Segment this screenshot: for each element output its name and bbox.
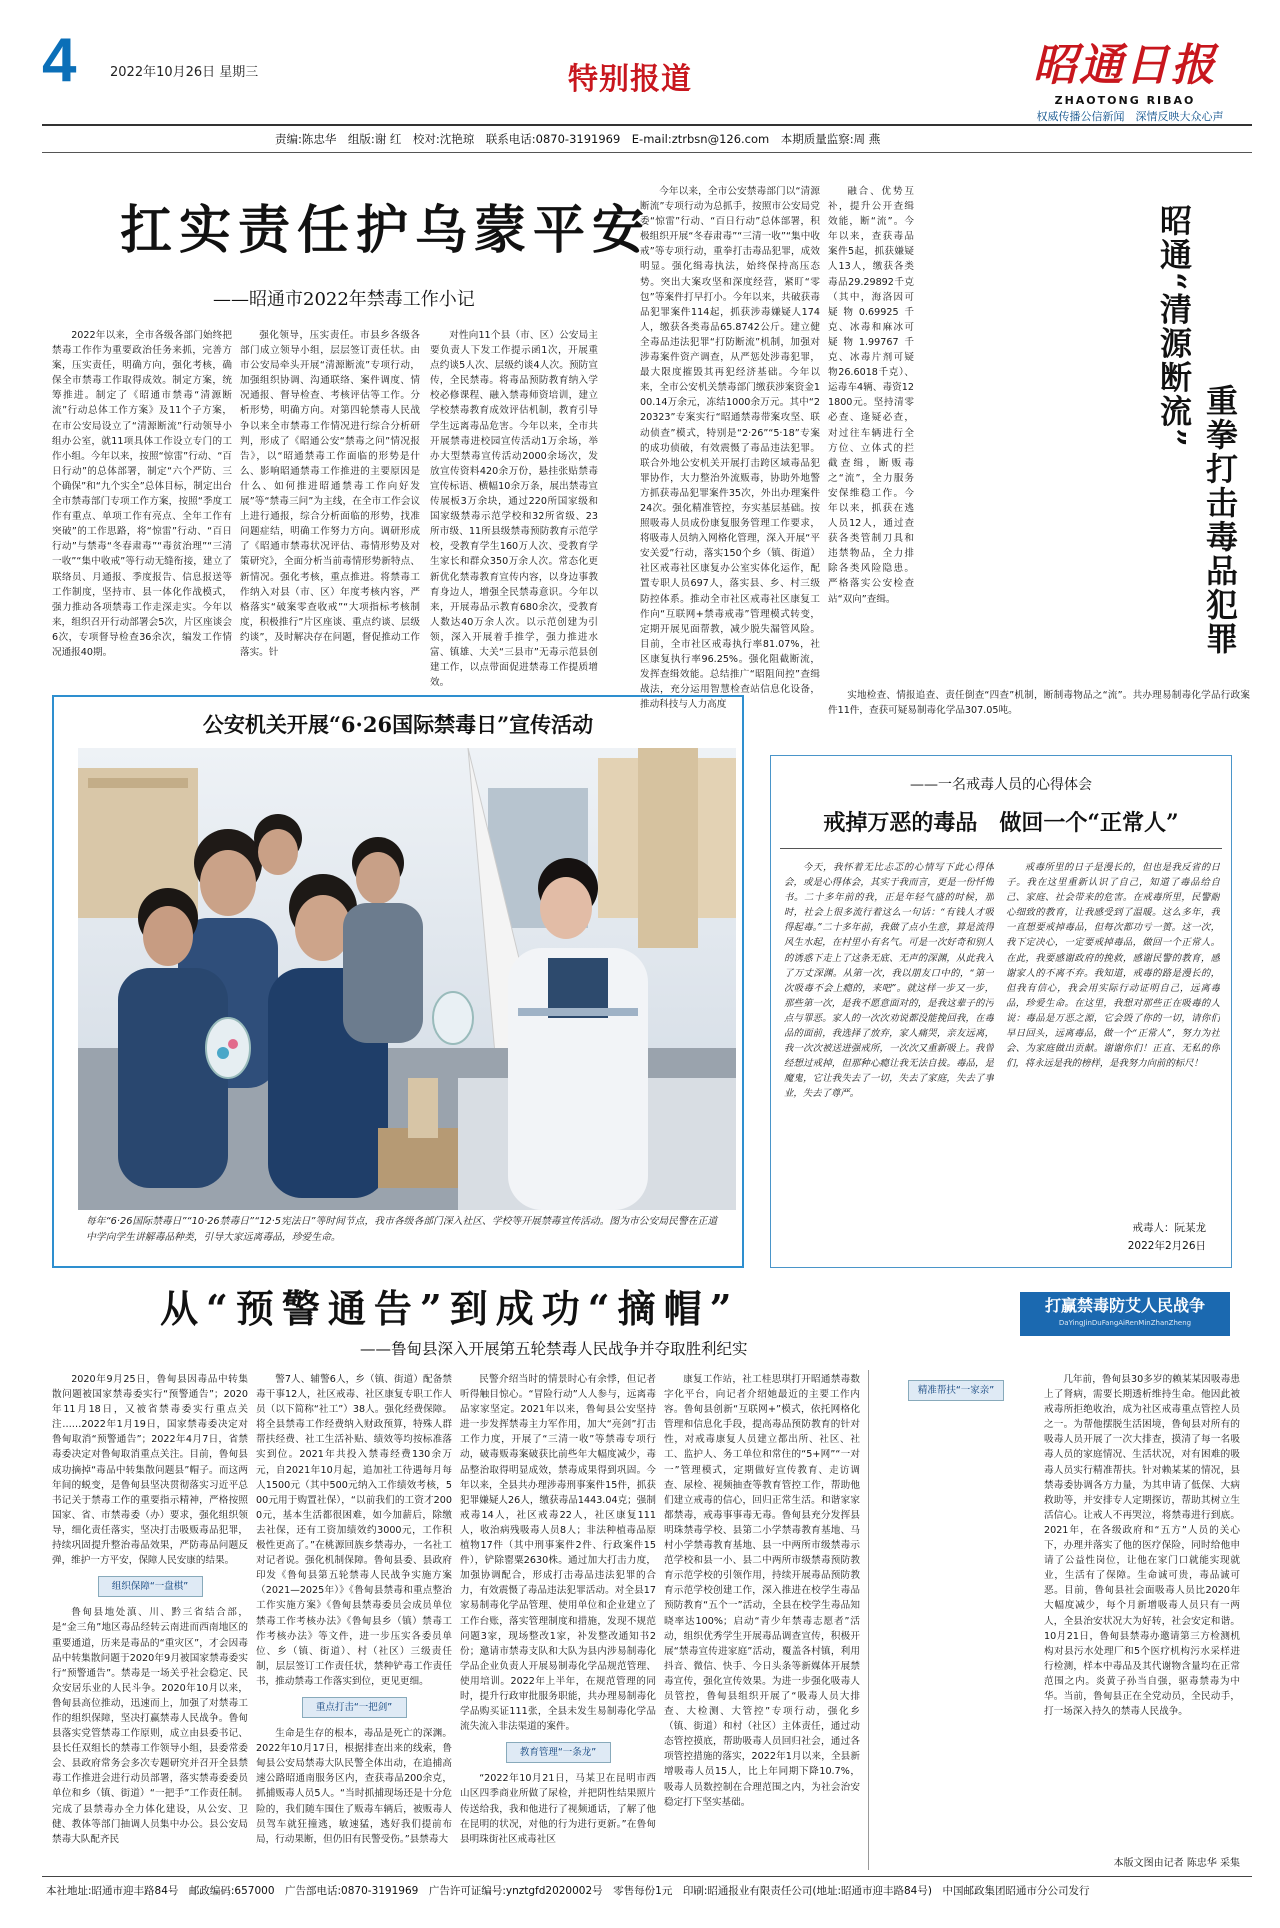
letter-column-1: 今天，我怀着无比忐忑的心情写下此心得体会，或是心得体会，其实于我而言，更是一份忏悔书。二十多年前的我，正是年轻气盛的时候，那时，社会上很多流行着这么一句话：“有钱人才吸得起毒。”二十多年前，我做了点小生意，算是流得风生水起，在村里小有名气。可是一次好奇和别人的诱惑下走上了这条无底、无声的深渊，从此我入了万丈深渊。从第一次，我以朋友口中的，“第一次吸毒不会上瘾的，来吧”。就这样一步又一步，那些第一次，是我不愿意面对的，是我这辈子的污点与罪恶。家人的一次次劝说都没能挽回我，在毒品的面前，我选择了放弃，家人痛哭，亲友远离，我一次次被送进强戒所，一次次又重新吸上。我曾经想过戒掉，但那种心瘾让我无法自拔。毒品，是魔鬼，它让我失去了一切，失去了家庭，失去了事业，失去了尊严。 bbox=[784, 862, 994, 1100]
staff-line: 责编:陈忠华 组版:谢 红 校对:沈艳琼 联系电话:0870-3191969 E-mail:ztrbsn@126.com 本期质量监察:周 燕 bbox=[275, 132, 881, 146]
letter-column-2: 戒毒所里的日子是漫长的，但也是我反省的日子。我在这里重新认识了自己，知道了毒品给自己、家庭、社会带来的危害。在戒毒所里，民警耐心细致的教育，让我感受到了温暖。这么多年，我一直想要戒掉毒品，但每次都功亏一篑。这一次，我下定决心，一定要戒掉毒品，做回一个正常人。在此，我要感谢政府的挽救，感谢民警的教育，感谢家人的不离不弃。我知道，戒毒的路是漫长的，但我有信心，我会用实际行动证明自己，远离毒品，珍爱生命。在这里，我想对那些正在吸毒的人说：毒品是万恶之源，它会毁了你的一切，请你们早日回头，远离毒品，做一个“正常人”，努力为社会、为家庭做出贡献。谢谢你们！正直、无私的你们，将永远是我的榜样，是我努力向前的标尺！ bbox=[1006, 862, 1220, 1070]
article2-subhead-3: 教育管理“一条龙” bbox=[506, 1742, 611, 1763]
letter-kicker: ——一名戒毒人员的心得体会 bbox=[910, 777, 1092, 793]
footer-rule bbox=[42, 1876, 1252, 1877]
news-photo bbox=[78, 748, 736, 1210]
column-divider bbox=[868, 1370, 869, 1870]
article1-column-1: 2022年以来，全市各级各部门始终把禁毒工作作为重要政治任务来抓，完善方案，压实责任，明确方向，强化考核，确保全市禁毒工作取得成效。制定方案，统筹推进。制定了《昭通市禁毒“清源断流”行动总体工作方案》及11个子方案，在市公安局设立了“清源断流”行动领导小组办公室，就11项具体工作设立专门的工作小组。今年以来，按照“惊雷”行动、“百日行动”的总体部署，制定“六个严防、三个确保”和“九个实全”总体目标，制定出台全市禁毒部门专项工作方案，按照“季度工作有重点、单项工作有亮点、全年工作有突破”的工作思路，将“惊雷”行动、“百日行动”与禁毒“冬春肃毒”“毒贫治理”“三清一收”“集中收戒”等行动无缝衔接，建立了联络员、月通报、季度报告、信息报送等工作制度，坚持市、县一体化作战模式，强力推动各项禁毒工作走深走实。今年以来，组织召开行动部署会5次，片区座谈会6次，专项督导检查36余次，编发工作情况通报40期。 bbox=[52, 330, 232, 658]
letter-signature-date: 2022年2月26日 bbox=[1127, 1240, 1206, 1252]
article1-column-5: 融合、优势互补，提升公开查缉效能，断“流”。今年以来，查获毒品案件5起，抓获嫌疑人13人，缴获各类毒品29.29892千克（其中，海洛因可疑物0.69925千克、冰毒和麻冰可疑物1.99767千克、冰毒片剂可疑物26.6018千克）、运毒车4辆、毒资121800元。坚持清零必查、逢疑必查，对过往车辆进行全方位、立体式的拦截查缉，断贩毒之“流”，全力服务安保维稳工作。今年以来，抓获在逃人员12人，通过查获各类管制刀具和违禁物品，全力排除各类风险隐患。严格落实公安检查站“双向”查缉。 bbox=[828, 186, 914, 605]
article2-column-4: 康复工作站，社工桂思琪打开昭通禁毒数字化平台，向记者介绍她最近的主要工作内容。鲁甸县创新“互联网+”模式，依托网格化管理和信息化手段，提高毒品预防教育的针对性，对戒毒康复人员建立都出所、社区、社工、监护人、务工单位和常住的“5+网”“一对一”管理模式，定期做好宣传教育、走访调查、尿检、视频抽查等教育管控工作，帮助他们建立戒毒的信心，回归正常生活。和谐家家都禁毒，戒毒事事毒无毒。鲁甸县充分发挥县明珠禁毒学校、县第二小学禁毒教育基地、马村小学禁毒教育基地、县一中两所市级禁毒示范学校和县一小、县二中两所市级禁毒预防教育示范学校的引领作用，持续开展毒品预防教育示范学校创建工作，深入推进在校学生毒品预防教育“五个一”活动，全县在校学生毒品知晓率达100%；启动“青少年禁毒志愿者”活动，组织优秀学生开展毒品调查宣传，积极开展“禁毒宣传进家庭”活动，覆盖各村镇，利用抖音、微信、快手、今日头条等新媒体开展禁毒宣传，强化宣传效果。为进一步强化吸毒人员管控，鲁甸县组织开展了“吸毒人员大排查、大检测、大管控”专项行动，强化乡（镇、街道）和村（社区）主体责任，通过动态管控摸底，帮助吸毒人员回归社会，通过各项管控措施的落实，2022年1月以来，全县新增吸毒人员15人，比上年同期下降10.7%，吸毒人员数控制在合理范围之内，为社会治安稳定打下坚实基础。 bbox=[664, 1374, 860, 1808]
slogan: 权威传播公信新闻 深情反映大众心声 bbox=[1036, 110, 1224, 123]
article2-column-2: 警7人、辅警6人，乡（镇、街道）配备禁毒干事12人，社区戒毒、社区康复专职工作人员（以下简称“社工”）38人。强化经费保障。将全县禁毒工作经费纳入财政预算，特殊人群帮扶经费、社工生活补贴、绩效等均按标准落实到位。2021年共投入禁毒经费130余万元，自2021年10月起，追加社工待遇每月每人1500元（其中500元纳入工作绩效考核，500元用于购置社保），“以前我们的工资才2000元，基本生活都很困难，如今加薪后，除缴去社保，还有工资加绩效约3000元，工作积极性更高了。”在桃源回族乡禁毒办，一名社工对记者说。强化机制保障。鲁甸县委、县政府印发《鲁甸县第五轮禁毒人民战争实施方案（2021—2025年）》《鲁甸县禁毒和重点整治工作实施方案》《鲁甸县禁毒委员会成员单位禁毒工作考核办法》《鲁甸县乡（镇）禁毒工作考核办法》等文件，进一步压实各委员单位、乡（镇、街道）、村（社区）三级责任制，层层签订工作责任状，禁种铲毒工作责任书，推动禁毒工作落实到位，更见更细。 重点打击“一把剑” 生命是生存的根本，毒品是死亡的深渊。2022年10月17日，根据排查出来的线索，鲁甸县公安局禁毒大队民警全体出动，在追捕高速公路昭通南服务区内，查获毒品200余克，抓捕贩毒人员5人。“当时抓捕现场还是十分危险的，我们随车围住了贩毒车辆后，被贩毒人员驾车就狂撞逃，敏速猛，逃好我们提前布局，行动果断，但仍旧有民警受伤。”县禁毒大 bbox=[256, 1374, 452, 1845]
article2-subheadline: ——鲁甸县深入开展第五轮禁毒人民战争并夺取胜利纪实 bbox=[360, 1340, 748, 1358]
article2-subhead-4: 精准帮扶“一家亲” bbox=[908, 1380, 1004, 1401]
letter-headline: 戒掉万恶的毒品 做回一个“正常人” bbox=[823, 810, 1179, 836]
photo-block-title: 公安机关开展“6·26国际禁毒日”宣传活动 bbox=[202, 712, 594, 737]
sidebar-vertical-title-2: 重拳打击毒品犯罪 bbox=[1201, 384, 1239, 656]
article1-column-2: 强化领导，压实责任。市县乡各级各部门成立领导小组，层层签订责任状。由市公安局牵头开展“清源断流”专项行动，加强组织协调、沟通联络、案件调度、情况通报、督导检查、考核评估等工作。分析形势，明确方向。对第四轮禁毒人民战争以来全市禁毒工作情况进行综合分析研判，形成了《昭通公安“禁毒之问”情况报告》，以“昭通禁毒工作面临的形势是什么、影响昭通禁毒工作推进的主要原因是什么、如何推进昭通禁毒工作向好发展”等“禁毒三问”为主线，在全市工作会议上进行通报，综合分析面临的形势，找准问题症结，明确工作努力方向。调研形成了《昭通市禁毒状况评估、毒情形势及对策研究》，全面分析当前毒情形势新特点、新情况。强化考核，重点推进。将禁毒工作纳入对县（市、区）年度考核内容，严格落实“破案零查收戒”“大项指标考核制度，积极推行”片区座谈、重点约谈、层级约谈”，及时解决存在问题，督促推动工作落实。针 bbox=[240, 330, 420, 658]
sidebar-vertical-title-1: 昭通“清源断流” bbox=[1155, 204, 1193, 449]
article1-headline: 扛实责任护乌蒙平安 bbox=[120, 200, 652, 261]
article1-column-3: 对性向11个县（市、区）公安局主要负责人下发工作提示函1次，开展重点约谈5人次、层级约谈4人次。预防宣传，全民禁毒。将毒品预防教育纳入学校必修课程、融入禁毒师资培训，建立学校禁毒教育成效评估机制，教育引导学生远离毒品危害。今年以来，全市共开展禁毒进校园宣传活动1万余场，举办大型禁毒宣传活动2000余场次，发放宣传资料420余万份，悬挂张贴禁毒宣传标语、横幅10余万条，展出禁毒宣传展板3万余块，通过220所国家级和国家级禁毒示范学校和32所省级、23所市级、11所县级禁毒预防教育示范学校，受教育学生160万人次、受教育学生家长和群众350万余人次。常态化更新优化禁毒教育宣传内容，以身边事教育身边人，增强全民禁毒意识。今年以来，开展毒品示教育680余次，受教育人数达40万余人次。以示范创建为引领，深入开展着手推学，强力推进水富、镇雄、大关“三县市”无毒示范县创建工作，以点带面促进禁毒工作提质增效。 bbox=[430, 330, 598, 689]
article2-column-3: 民警介绍当时的情景时心有余悸，但记者听得触目惊心。“冒险行动”人人参与，远离毒品家家坚定。2021年以来，鲁甸县公安坚持进一步发挥禁毒主力军作用，加大“亮剑”打击工作力度，开展了“三清一收”等禁毒专项行动，破毒贩毒案破获比前些年大幅度减少，毒品整治取得明显成效，禁毒成果得到巩固。今年以来，全县共办理涉毒刑事案件15件，抓获犯罪嫌疑人26人，缴获毒品1443.04克；强制戒毒14人，社区戒毒22人，社区康复111人，收治病残吸毒人员8人；非法种植毒品原植物17件（其中刑事案件2件、行政案件15件），铲除罂粟2630株。通过加大打击力度，加强协调配合，形成打击毒品违法犯罪的合力，有效震慑了毒品违法犯罪活动。对全县17家易制毒化学品管理、使用单位和企业建立了工作台账，落实管理制度和措施，发现不规范问题3家，现场整改1家，补发整改通知书2份；邀请市禁毒支队和大队为县内涉易制毒化学品企业负责人开展易制毒化学品规范管理、使用培训。2022年上半年，在规范管理的同时，提升行政审批服务职能，共办理易制毒化学品购买证111张，全县未发生易制毒化学品流失流入非法渠道的案件。 教育管理“一条龙” “2022年10月21日，马某卫在昆明市西山区四季商业所做了尿检，并把阴性结果照片传送给我，我和他进行了视频通话，了解了他在昆明的状况，对他的行为进行更新。”在鲁甸县明珠街社区戒毒社区 bbox=[460, 1374, 656, 1845]
footer-info: 本社地址:昭通市迎丰路84号 邮政编码:657000 广告部电话:0870-3191969 广告许可证编号:ynztgfd2020002号 零售每份1元 印刷:昭通报业有限责任公司(地址:昭通市迎丰路84号) 中国邮政集团昭通市分公司发行 bbox=[46, 1885, 1090, 1897]
paper-pinyin: ZHAOTONG RIBAO bbox=[1054, 94, 1196, 107]
photo-caption: 每年“6·26国际禁毒日”“10·26禁毒日”“12·5宪法日”等时间节点，我市各级各部门深入社区、学校等开展禁毒宣传活动。图为市公安局民警在正道中学向学生讲解毒品种类，引导大家远离毒品，珍爱生命。 bbox=[86, 1216, 718, 1243]
paper-name-logo: 昭通日报 bbox=[1033, 40, 1217, 91]
staff-rule bbox=[42, 152, 1252, 153]
article2-column-1: 2020年9月25日，鲁甸县因毒品中转集散问题被国家禁毒委实行“预警通告”；2020年11月18日，又被省禁毒委实行重点关注……2022年1月19日，国家禁毒委决定对鲁甸取消“预警通告”；2022年4月7日，省禁毒委决定对鲁甸取消重点关注。目前，鲁甸县成功摘掉“毒品中转集散问题县”帽子。而这两年间的蜕变，是鲁甸县坚决贯彻落实习近平总书记关于禁毒工作的重要指示精神，严格按照国家、省、市禁毒委（办）要求，强化组织领导，细化责任落实，坚决打击吸贩毒品犯罪，持续巩固提升整治毒品效果，严防毒品问题反弹，维护一方平安，保障人民安康的结果。 组织保障“一盘棋” 鲁甸县地处滇、川、黔三省结合部，是“金三角”地区毒品经转云南进而西南地区的重要通道，历来是毒品的“重灾区”，才会因毒品中转集散问题于2020年9月被国家禁毒委实行“预警通告”。禁毒是一场关乎社会稳定、民众安居乐业的人民斗争。2020年10月以来，鲁甸县高位推动，迅速而上，加强了对禁毒工作的组织保障，坚决打赢禁毒人民战争。鲁甸县落实党管禁毒工作原则，成立由县委书记、县长任双组长的禁毒工作领导小组，县委常委会、县政府常务会多次专题研究并召开全县禁毒工作推进会进行动员部署，落实禁毒委委员单位和乡（镇、街道）“一把手”工作责任制。完成了县禁毒办全力体化建设，从公安、卫健、教体等部门抽调人员集中办公。县公安局禁毒大队配齐民 bbox=[52, 1374, 248, 1845]
date-line: 2022年10月26日 星期三 bbox=[110, 65, 259, 80]
side-label: 打赢禁毒防艾人民战争 bbox=[1044, 1296, 1205, 1315]
page-number: 4 bbox=[42, 26, 77, 95]
photo-illustration bbox=[78, 748, 736, 1210]
article2-byline: 本版文图由记者 陈忠华 采集 bbox=[1113, 1858, 1240, 1869]
article2-headline: 从“预警通告”到成功“摘帽” bbox=[160, 1286, 740, 1331]
side-label-pinyin: DaYingJinDuFangAiRenMinZhanZheng bbox=[1058, 1319, 1192, 1327]
masthead-rule bbox=[42, 124, 1252, 126]
article2-subhead-2: 重点打击“一把剑” bbox=[302, 1697, 407, 1718]
article1-column-4: 今年以来，全市公安禁毒部门以“清源断流”专项行动为总抓手，按照市公安局党委“惊雷”行动、“百日行动”总体部署，积极组织开展“冬春肃毒”“三清一收”“集中收戒”等专项行动，重拳打击毒品犯罪，成效明显。强化缉毒执法，始终保持高压态势。突出大案攻坚和深度经营，紧盯“零包”等案件打早打小。今年以来，共破获毒品犯罪案件114起，抓获涉毒嫌疑人174人，缴获各类毒品65.8742公斤。建立健全毒品违法犯罪“打防断流”机制，加强对涉毒案件资产调查，从严惩处涉毒犯罪，最大限度摧毁其再犯经济基础。今年以来，全市公安机关禁毒部门缴获涉案资金100.14万余元，冻结1000余万元。其中“220323”专案实行“昭通禁毒带案攻坚、联动侦查”模式，特别是“2·26”“5·18”专案的成功侦破，有效震慑了毒品违法犯罪。联合外地公安机关开展打击跨区域毒品犯罪协作，大力整治外流贩毒，协助外地警方抓获毒品犯罪案件35次，外出办理案件24次。强化精准管控，夯实基层基础。按照吸毒人员成份康复服务管理工作要求，将吸毒人员纳入网格化管理，深入开展“平安关爱”行动，落实150个乡（镇、街道）社区戒毒社区康复办公室实体化运作，配置专职人员697人，落实县、乡、村三级防控体系。推动全市社区戒毒社区康复工作向“互联网+禁毒戒毒”管理模式转变，定期开展见面帮教，减少脱失漏管风险。目前，全市社区戒毒执行率81.07%，社区康复执行率96.25%。强化阻截断流，发挥查缉效能。总结推广“昭阻间控”查缉战法，充分运用智慧检查站信息化设备，推动科技与人力高度 bbox=[640, 186, 820, 711]
article1-column-5b: 实地检查、情报追查、责任倒查“四查”机制，断制毒物品之“流”。共办理易制毒化学品行政案件11件，查获可疑易制毒化学品307.05吨。 bbox=[828, 690, 1250, 717]
letter-rule bbox=[780, 848, 1222, 849]
article2-column-5-text: 几年前，鲁甸县30多岁的赖某某因吸毒患上了肾病，需要长期透析维持生命。他因此被戒毒所拒绝收治，成为社区戒毒重点管控人员之一。为帮他摆脱生活困境，鲁甸县对所有的吸毒人员开展了一次大排查，摸清了每一名吸毒人员的家庭情况、生活状况，对有困难的吸毒人员实行精准帮扶。针对赖某某的情况，县禁毒委协调各方力量，为其申请了低保、大病救助等，并安排专人定期探访，帮助其树立生活信心。让戒人不再哭泣，将禁毒进行到底。2021年，在各级政府和“五方”人员的关心下，办理并落实了他的医疗保险，同时给他申请了公益性岗位，让他在家门口就能实现就业，生活有了保障。生命诚可贵，毒品诚可恶。目前，鲁甸县社会面吸毒人员比2020年大幅度减少，每个月新增吸毒人员只有一两人，全县治安状况大为好转，社会安定和谐。10月21日，鲁甸县禁毒办邀请第三方检测机构对县污水处理厂和5个医疗机构污水采样进行检测，样本中毒品及其代谢物含量均在正常范围之内。炎黄子孙当自强，驱毒禁毒为中华。当前，鲁甸县正在全党动员，全民动手，打一场深入持久的禁毒人民战争。 bbox=[1044, 1374, 1240, 1718]
letter-signature: 戒毒人：阮某龙 bbox=[1132, 1222, 1206, 1234]
article2-subhead-1: 组织保障“一盘棋” bbox=[98, 1576, 203, 1597]
section-title: 特别报道 bbox=[568, 62, 692, 97]
article1-subheadline: ——昭通市2022年禁毒工作小记 bbox=[213, 289, 475, 310]
article2-column-5 bbox=[876, 1372, 1036, 1848]
